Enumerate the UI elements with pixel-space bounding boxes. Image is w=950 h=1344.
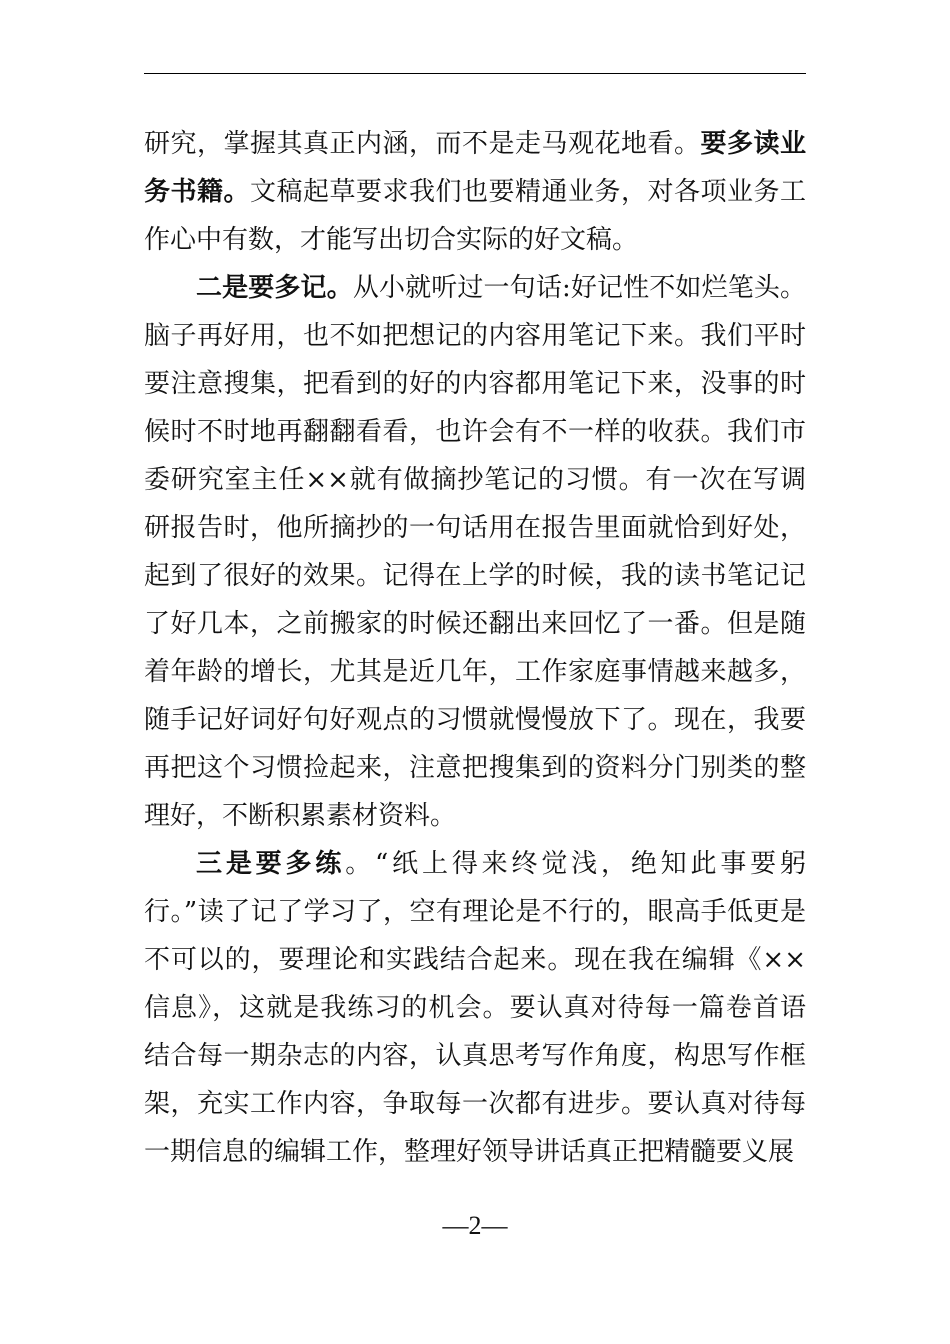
page-number: —2— — [442, 1211, 508, 1240]
document-body — [144, 120, 806, 1176]
paragraph-3 — [144, 840, 806, 1176]
paragraph-1-text-a: 研究，掌握其真正内涵，而不是走马观花地看。 — [144, 129, 701, 159]
header-rule — [144, 73, 806, 74]
paragraph-3-heading: 三是要多练 — [196, 849, 346, 879]
paragraph-2 — [144, 264, 806, 840]
paragraph-3-text: 。“纸上得来终觉浅，绝知此事要躬行。”读了记了学习了，空有理论是不行的，眼高手低更是不可以的，要理论和实践结合起来。现在我在编辑《××信息》，这就是我练习的机会。要认真对待每一篇卷首语结合每一期杂志的内容，认真思考写作角度，构思写作框架，充实工作内容，争取每一次都有进步。要认真对待每一期信息的编辑工作，整理好领导讲话真正把精髓要义展 — [144, 849, 806, 1167]
paragraph-1-text-b: 文稿起草要求我们也要精通业务，对各项业务工作心中有数，才能写出切合实际的好文稿。 — [144, 177, 806, 255]
paragraph-1-bold-phrase: 要多读业务书籍。 — [144, 129, 806, 207]
paragraph-1 — [144, 120, 806, 264]
paragraph-2-heading: 二是要多记。 — [196, 273, 353, 303]
paragraph-2-text: 从小就听过一句话:好记性不如烂笔头。脑子再好用，也不如把想记的内容用笔记下来。我们平时要注意搜集，把看到的好的内容都用笔记下来，没事的时候时不时地再翻翻看看，也许会有不一样的收获。我们市委研究室主任××就有做摘抄笔记的习惯。有一次在写调研报告时，他所摘抄的一句话用在报告里面就恰到好处，起到了很好的效果。记得在上学的时候，我的读书笔记记了好几本，之前搬家的时候还翻出来回忆了一番。但是随着年龄的增长，尤其是近几年，工作家庭事情越来越多，随手记好词好句好观点的习惯就慢慢放下了。现在，我要再把这个习惯捡起来，注意把搜集到的资料分门别类的整理好，不断积累素材资料。 — [144, 273, 806, 831]
